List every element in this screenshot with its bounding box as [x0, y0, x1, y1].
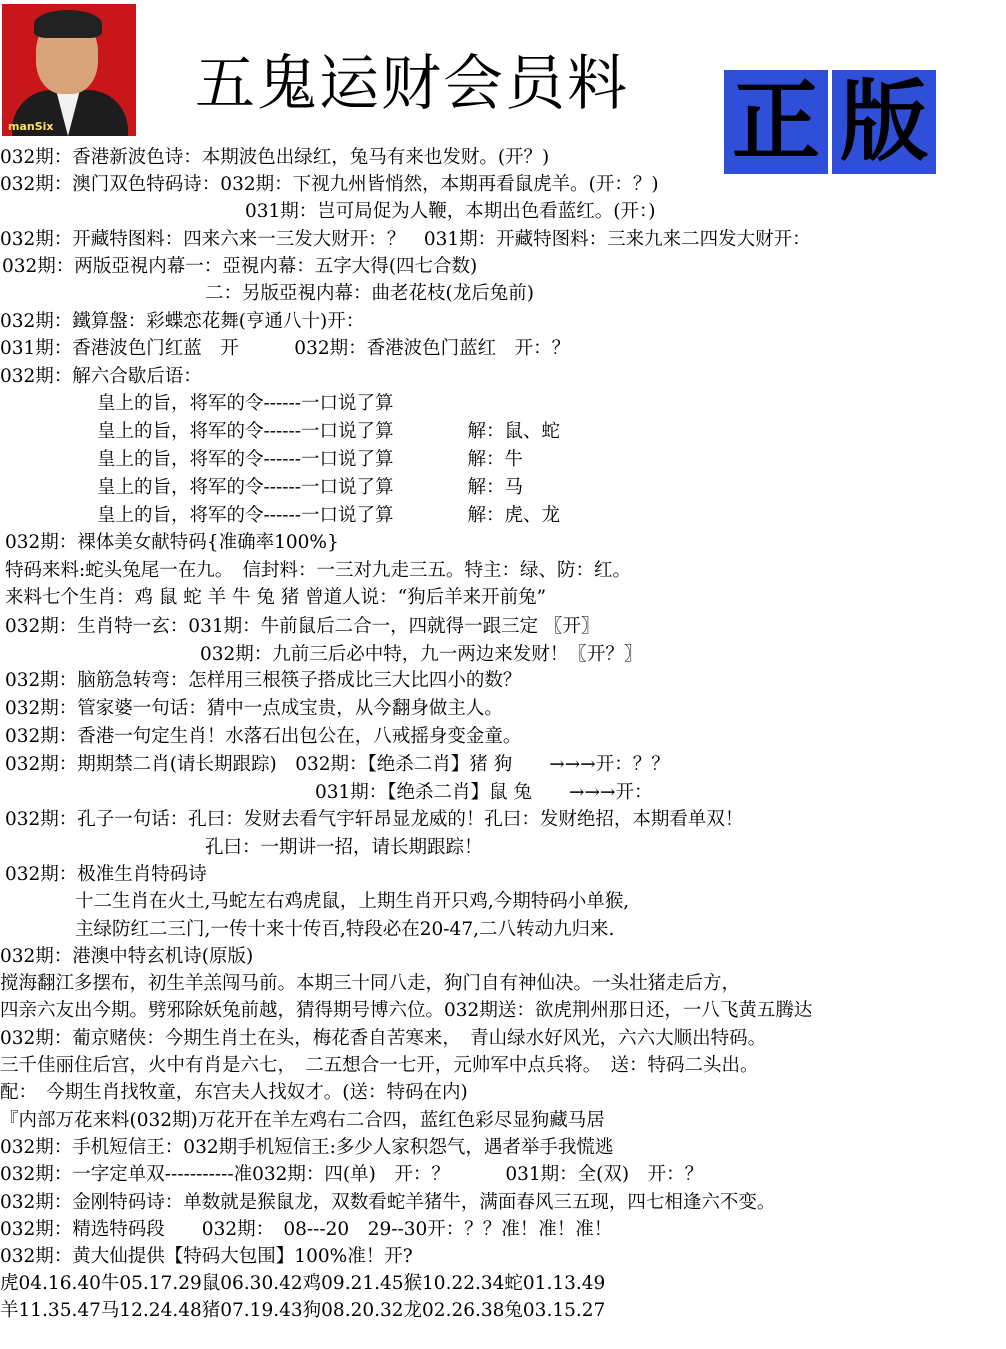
text-line: 032期：黄大仙提供【特码大包围】100%准！开? — [0, 1246, 413, 1267]
text-line: 032期：脑筋急转弯：怎样用三根筷子搭成比三大比四小的数？ — [5, 670, 522, 691]
text-line: 032期：港澳中特玄机诗(原版) — [0, 946, 254, 967]
text-line: 032期：一字定单双-----------准032期：四(单) 开：？ 031期：全(双) 开：？ — [0, 1164, 704, 1185]
text-line: 032期：香港新波色诗：本期波色出绿红，兔马有来也发财。(开？) — [0, 147, 550, 168]
text-line: 032期：期期禁二肖(请长期跟踪) 032期：【绝杀二肖】猪 狗 →→→开：？？ — [5, 754, 670, 775]
text-line: 032期：解六合歇后语： — [0, 366, 202, 387]
text-line: 031期：岂可局促为人鞭，本期出色看蓝红。(开：) — [245, 201, 656, 222]
text-line: 来料七个生肖：鸡 鼠 蛇 羊 牛 兔 猪 曾道人说：“狗后羊来开前兔” — [5, 587, 547, 608]
text-line: 三千佳丽住后宫，火中有肖是六七， 二五想合一七开，元帅军中点兵将。 送：特码二头出。 — [0, 1055, 759, 1076]
text-line: 032期：金刚特码诗：单数就是猴鼠龙，双数看蛇羊猪牛，满面春风三五现，四七相逢六不变。 — [0, 1192, 776, 1213]
text-line: 032期：香港一句定生肖！水落石出包公在，八戒摇身变金童。 — [5, 726, 522, 747]
badge-zheng: 正 — [724, 70, 828, 174]
portrait-tag: manSix — [8, 120, 54, 133]
text-line: 皇上的旨，将军的令------一口说了算 解：牛 — [97, 449, 524, 470]
text-line: 搅海翻江多摆布，初生羊羔闯马前。本期三十同八走，狗门自有神仙决。一头壮猪走后方， — [0, 973, 741, 994]
text-line: 032期：生肖特一玄：031期：牛前鼠后二合一，四就得一跟三定 〖开〗 — [5, 616, 600, 637]
text-line: 皇上的旨，将军的令------一口说了算 解：鼠、蛇 — [97, 421, 561, 442]
header-portrait-photo — [2, 4, 136, 136]
text-line: 032期：管家婆一句话：猜中一点成宝贵，从今翻身做主人。 — [5, 698, 503, 719]
text-line: 特码来料:蛇头兔尾一在九。 信封料：一三对九走三五。特主：绿、防：红。 — [5, 560, 631, 581]
badge-ban: 版 — [832, 70, 936, 174]
text-line: 032期：九前三后必中特，九一两边来发财！〖开？〗 — [200, 644, 643, 665]
portrait-hair — [34, 10, 102, 38]
text-line: 032期：极准生肖特码诗 — [5, 864, 207, 885]
page-title: 五鬼运财会员料 — [195, 49, 629, 119]
text-line: 皇上的旨，将军的令------一口说了算 解：虎、龙 — [97, 505, 561, 526]
text-line: 032期：葡京赌侠：今期生肖土在头，梅花香自苦寒来， 青山绿水好风光，六六大顺出特码。 — [0, 1028, 767, 1049]
text-line: 032期：鐵算盤：彩蝶恋花舞(亨通八十)开： — [0, 311, 365, 332]
text-line: 虎04.16.40牛05.17.29鼠06.30.42鸡09.21.45猴10.22.34蛇01.13.49 — [0, 1273, 606, 1294]
text-line: 配： 今期生肖找牧童，东宫夫人找奴才。(送：特码在内) — [0, 1082, 468, 1103]
text-line: 十二生肖在火土,马蛇左右鸡虎鼠，上期生肖开只鸡,今期特码小单猴, — [75, 891, 630, 912]
text-line: 032期：两版亞視内幕一：亞視内幕：五字大得(四七合数) — [2, 256, 478, 277]
text-line: 032期：孔子一句话：孔曰：发财去看气宇轩昂显龙威的！孔曰：发财绝招，本期看单双！ — [5, 809, 744, 830]
text-line: 四亲六友出今期。劈邪除妖兔前越，猜得期号博六位。032期送：欲虎荆州那日还，一八飞黄五腾达 — [0, 1000, 813, 1021]
text-line: 032期：手机短信王：032期手机短信王:多少人家积怨气，遇者举手我慌逃 — [0, 1137, 614, 1158]
text-line: 羊11.35.47马12.24.48猪07.19.43狗08.20.32龙02.26.38兔03.15.27 — [0, 1300, 606, 1321]
text-line: 032期：精选特码段 032期： 08---20 29--30开：？？准！准！准！ — [0, 1219, 613, 1240]
text-line: 皇上的旨，将军的令------一口说了算 解：马 — [97, 477, 524, 498]
text-line: 二：另版亞視内幕：曲老花枝(龙后兔前) — [205, 283, 534, 304]
text-line: 皇上的旨，将军的令------一口说了算 — [97, 393, 394, 414]
text-line: 『内部万花来料(032期)万花开在羊左鸡右二合四，蓝红色彩尽显狗藏马居 — [0, 1110, 605, 1131]
text-line: 031期：香港波色门红蓝 开 032期：香港波色门蓝红 开：？ — [0, 338, 571, 359]
text-line: 主绿防红二三门,一传十来十传百,特段必在20-47,二八转动九归来. — [75, 919, 615, 940]
text-line: 032期：开藏特图料：四来六来一三发大财开：？ 031期：开藏特图料：三来九来二四发大财开： — [0, 229, 811, 250]
text-line: 032期：澳门双色特码诗：032期：下视九州皆悄然，本期再看鼠虎羊。(开：？) — [0, 174, 659, 195]
text-line: 孔曰：一期讲一招，请长期跟踪！ — [205, 837, 483, 858]
text-line: 032期：裸体美女献特码{准确率100%} — [5, 532, 339, 553]
text-line: 031期：【绝杀二肖】鼠 兔 →→→开： — [315, 782, 653, 803]
